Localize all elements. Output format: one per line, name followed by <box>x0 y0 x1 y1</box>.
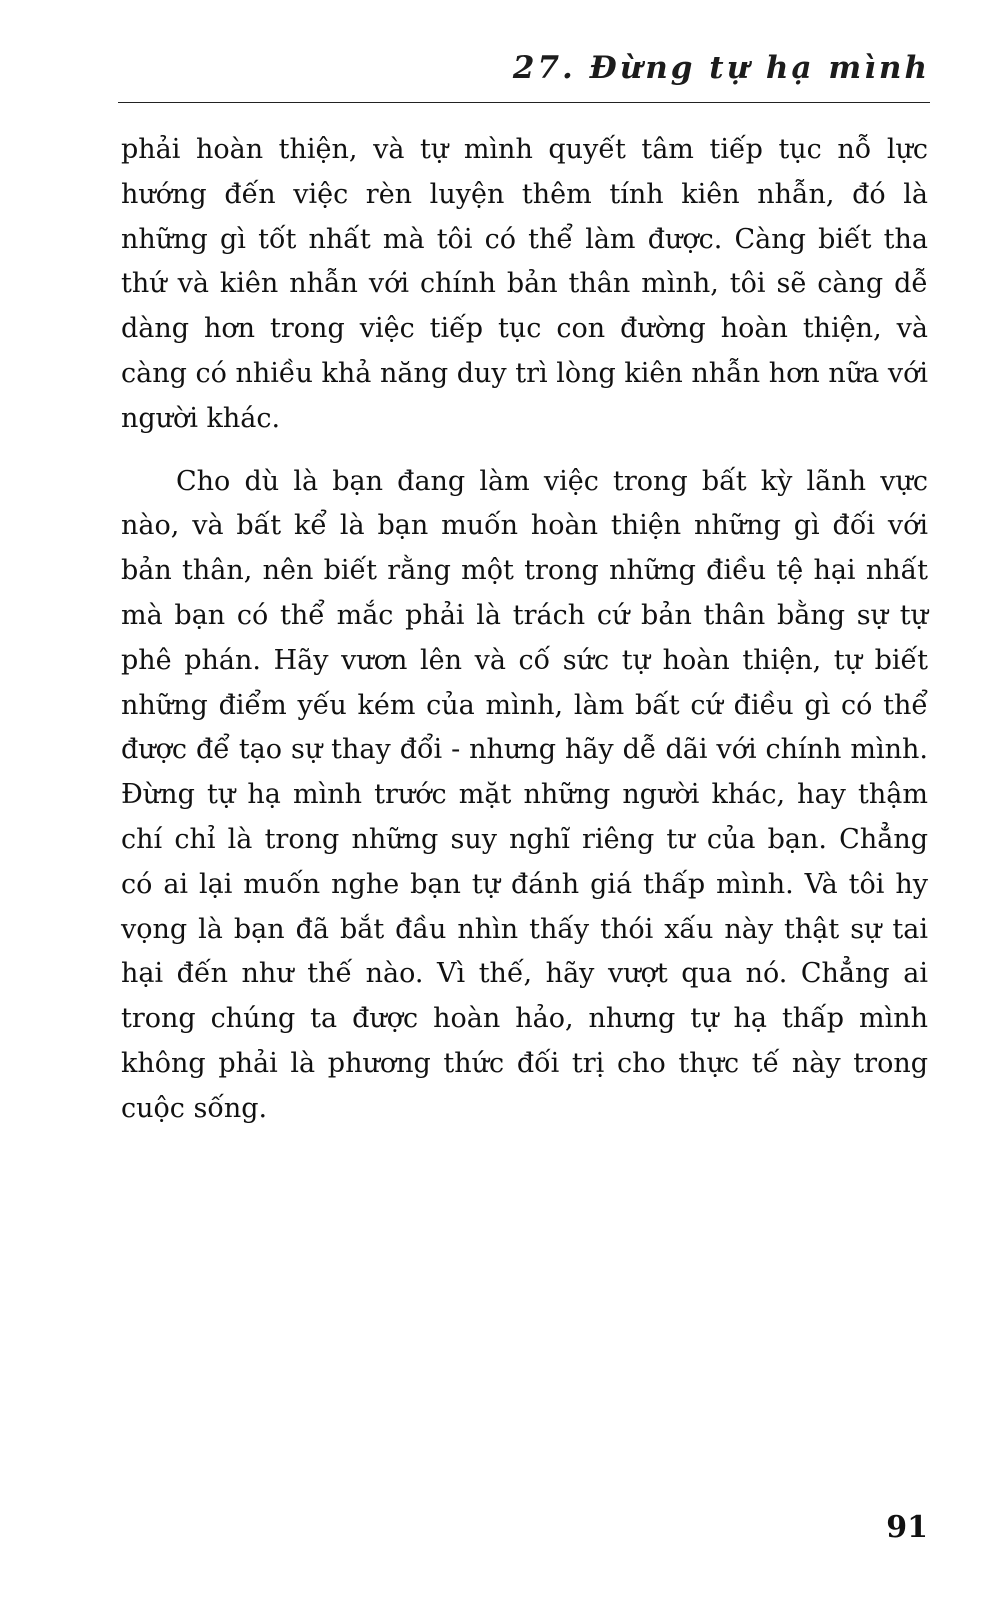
page-number: 91 <box>886 1510 928 1545</box>
header-divider <box>118 102 930 103</box>
body-text <box>121 128 928 1132</box>
paragraph-2: Cho dù là bạn đang làm việc trong bất kỳ lãnh vực nào, và bất kể là bạn muốn hoàn thiện những gì đối với bản thân, nên biết rằng một trong những điều tệ hại nhất mà bạn có thể mắc phải là trách cứ bản thân bằng sự tự phê phán. Hãy vươn lên và cố sức tự hoàn thiện, tự biết những điểm yếu kém của mình, làm bất cứ điều gì có thể được để tạo sự thay đổi - nhưng hãy dễ dãi với chính mình. Đừng tự hạ mình trước mặt những người khác, hay thậm chí chỉ là trong những suy nghĩ riêng tư của bạn. Chẳng có ai lại muốn nghe bạn tự đánh giá thấp mình. Và tôi hy vọng là bạn đã bắt đầu nhìn thấy thói xấu này thật sự tai hại đến như thế nào. Vì thế, hãy vượt qua nó. Chẳng ai trong chúng ta được hoàn hảo, nhưng tự hạ thấp mình không phải là phương thức đối trị cho thực tế này trong cuộc sống. <box>121 465 928 1124</box>
running-header-chapter-title: 27. Đừng tự hạ mình <box>512 50 930 86</box>
paragraph-1: phải hoàn thiện, và tự mình quyết tâm tiếp tục nỗ lực hướng đến việc rèn luyện thêm tính kiên nhẫn, đó là những gì tốt nhất mà tôi có thể làm được. Càng biết tha thứ và kiên nhẫn với chính bản thân mình, tôi sẽ càng dễ dàng hơn trong việc tiếp tục con đường hoàn thiện, và càng có nhiều khả năng duy trì lòng kiên nhẫn hơn nữa với người khác. <box>121 134 928 434</box>
